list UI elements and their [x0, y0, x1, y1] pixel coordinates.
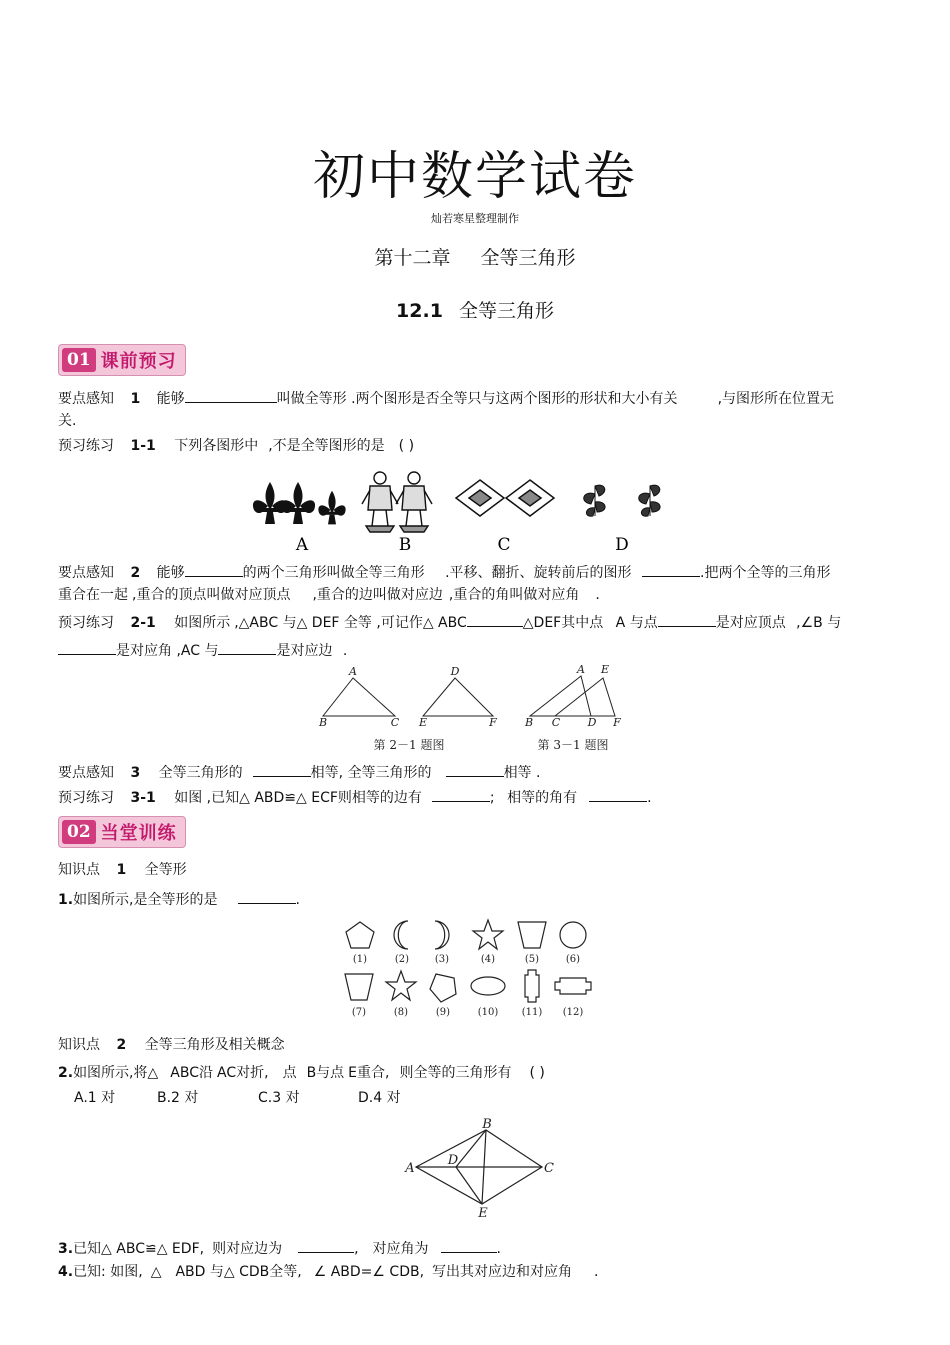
rectangle-notch-icon — [555, 978, 591, 994]
text: ,重合的顶点叫做对应顶点 — [132, 587, 291, 603]
text: ,与图形所在位置无 — [717, 391, 835, 407]
triangle-ecf — [555, 678, 615, 716]
answer-blank[interactable] — [658, 612, 716, 627]
text: ,不是全等图形的是 — [268, 438, 385, 454]
answer-blank[interactable] — [58, 640, 116, 655]
answer-blank[interactable] — [185, 562, 243, 577]
question-1 — [58, 889, 300, 909]
text: △ — [150, 1264, 162, 1280]
answer-blank[interactable] — [642, 562, 700, 577]
figure-caption: 第 2－1 题图 — [373, 738, 445, 752]
question-number: 4. — [58, 1264, 74, 1280]
answer-blank[interactable] — [218, 640, 276, 655]
answer-blank[interactable] — [589, 787, 647, 802]
segment-db — [456, 1130, 486, 1167]
text: 已知: 如图, — [73, 1264, 143, 1280]
answer-paren[interactable]: ( ) — [398, 438, 415, 454]
practice-2-1-cont — [58, 640, 347, 660]
trapezoid-icon — [518, 922, 546, 948]
label: 知识点 — [58, 1037, 100, 1053]
vertex-label: B — [318, 716, 328, 729]
star-icon — [473, 920, 503, 949]
label: 预习练习 — [58, 438, 114, 454]
text: 能够 — [156, 565, 185, 581]
label: 要点感知 — [58, 391, 114, 407]
text: 如图所示 — [174, 615, 231, 631]
section-number: 12.1 — [396, 300, 443, 322]
number: 2 — [116, 1037, 127, 1053]
text: ,重合的角叫做对应角 — [448, 587, 580, 603]
text: . — [342, 643, 348, 659]
shape-label: (8) — [393, 1007, 409, 1018]
option-label: B — [398, 535, 412, 555]
answer-blank[interactable] — [441, 1238, 497, 1253]
answer-blank[interactable] — [238, 889, 296, 904]
answer-blank[interactable] — [253, 762, 311, 777]
text: 如图 ,已知△ ABD≌△ ECF则相等的边有 — [174, 790, 422, 806]
option-c[interactable]: C.3 对 — [258, 1090, 300, 1106]
knowledge-point-2 — [58, 1036, 285, 1054]
figure-caption: 第 3－1 题图 — [537, 738, 609, 752]
shape-label: (5) — [524, 954, 540, 965]
triangle-abd — [530, 676, 591, 716]
banner-number: 02 — [62, 820, 96, 844]
text: 点 — [282, 1065, 297, 1081]
text: 是对应角 — [116, 643, 172, 659]
person-figure-icon — [362, 472, 432, 532]
answer-blank[interactable] — [298, 1238, 354, 1253]
segment-de — [456, 1167, 482, 1204]
triangle-def — [423, 678, 493, 716]
text: A 与点 — [615, 615, 658, 631]
text: E重合, — [348, 1065, 390, 1081]
number: 2 — [130, 565, 141, 581]
text: . — [594, 1264, 599, 1280]
chapter-heading — [0, 246, 950, 270]
banner-preview — [58, 344, 186, 376]
figure-kite — [400, 1118, 560, 1224]
text: AC对折, — [217, 1065, 269, 1081]
text: .平移、翻折、旋转前后的图形 — [445, 565, 632, 581]
fleur-de-lis-icon — [253, 482, 346, 524]
text: ,△ABC 与△ DEF 全等 ,可记作△ ABC — [234, 615, 467, 631]
knowledge-point-1 — [58, 861, 187, 879]
text: .把两个全等的三角形 — [700, 565, 831, 581]
banner-text: 当堂训练 — [100, 823, 177, 844]
page-subtitle: 灿若寒星整理制作 — [431, 212, 519, 225]
option-b[interactable]: B.2 对 — [157, 1090, 199, 1106]
practice-2-1 — [58, 612, 841, 632]
number: 2-1 — [130, 615, 156, 631]
text: 如图所示,是全等形的是 — [73, 892, 218, 908]
star-icon — [386, 971, 416, 1000]
text: . — [647, 790, 652, 806]
pentagon-icon — [346, 922, 374, 948]
question-number: 1. — [58, 892, 74, 908]
pentagon-icon — [430, 974, 456, 1002]
question-2-options — [74, 1089, 401, 1107]
vertex-label: B — [524, 716, 534, 729]
label: 预习练习 — [58, 615, 114, 631]
triangle-abc — [323, 678, 395, 716]
shape-label: (1) — [352, 954, 368, 965]
text: . — [295, 892, 300, 908]
banner-text: 课前预习 — [100, 351, 177, 372]
number: 3 — [130, 765, 141, 781]
section-title: 全等三角形 — [458, 300, 554, 322]
chapter-number: 第十二章 — [374, 247, 451, 269]
shape-label: (4) — [480, 954, 496, 965]
question-2 — [58, 1064, 545, 1082]
banner-classroom — [58, 816, 186, 848]
vertex-label: E — [600, 664, 610, 676]
figure-shapes — [336, 914, 602, 1022]
vertex-label: B — [482, 1118, 492, 1132]
practice-3-1 — [58, 787, 652, 807]
text: 则全等的三角形有 — [399, 1065, 512, 1081]
figure-1-1 — [250, 462, 680, 557]
trapezoid-icon — [345, 974, 373, 1000]
text: 相等, — [310, 765, 344, 781]
text: ; — [489, 790, 495, 806]
vertex-label: A — [405, 1161, 415, 1176]
text: 叫做全等形 — [276, 391, 347, 407]
page-title: 初中数学试卷 — [312, 147, 637, 207]
vertex-label: E — [418, 716, 428, 729]
text: . — [496, 1241, 501, 1257]
text: .两个图形是否全等只与这两个图形的形状和大小有关 — [351, 391, 678, 407]
number: 1-1 — [130, 438, 156, 454]
vertex-label: F — [613, 716, 621, 729]
text: ,∠B 与 — [796, 615, 842, 631]
text: 是对应顶点 — [715, 615, 786, 631]
vertex-label: A — [577, 664, 585, 676]
label: 预习练习 — [58, 790, 114, 806]
answer-blank[interactable] — [185, 388, 277, 403]
vertex-label: D — [450, 665, 460, 678]
text: ,重合的边叫做对应边 — [312, 587, 443, 603]
vertex-label: C — [551, 716, 561, 729]
leaf-icon — [584, 485, 660, 516]
label: 要点感知 — [58, 565, 114, 581]
text: ABC沿 — [170, 1065, 213, 1081]
shape-label: (9) — [435, 1007, 451, 1018]
text: 全等三角形及相关概念 — [144, 1037, 285, 1053]
text: 能够 — [156, 391, 185, 407]
text: 则对应边为 — [212, 1241, 283, 1257]
number: 3-1 — [130, 790, 156, 806]
option-label: C — [497, 535, 511, 555]
text: 相等 . — [503, 765, 541, 781]
key-point-3 — [58, 762, 540, 782]
shape-label: (12) — [562, 1007, 584, 1018]
ellipse-icon — [471, 977, 505, 995]
answer-blank[interactable] — [432, 787, 490, 802]
shape-label: (11) — [521, 1007, 543, 1018]
question-4 — [58, 1263, 598, 1281]
key-point-1-cont: 关. — [58, 413, 77, 429]
number: 1 — [116, 862, 127, 878]
text: 重合在一起 — [58, 587, 128, 603]
shape-label: (10) — [477, 1007, 499, 1018]
option-label: D — [615, 535, 629, 555]
shape-label: (7) — [351, 1007, 367, 1018]
vertex-label: D — [587, 716, 597, 729]
rectangle-notch-icon — [525, 970, 539, 1002]
answer-blank[interactable] — [446, 762, 504, 777]
text: 全等三角形的 — [158, 765, 243, 781]
text: B与点 — [306, 1065, 345, 1081]
circle-icon — [560, 922, 586, 948]
question-number: 2. — [58, 1065, 74, 1081]
text: 如图所示,将△ — [73, 1065, 159, 1081]
text: ABD 与△ CDB全等, — [175, 1264, 302, 1280]
question-3 — [58, 1238, 501, 1258]
text: 全等三角形的 — [347, 765, 432, 781]
vertex-label: C — [544, 1161, 554, 1176]
text: 全等形 — [144, 862, 187, 878]
vertex-label: F — [489, 716, 497, 729]
answer-blank[interactable] — [467, 612, 523, 627]
chapter-title: 全等三角形 — [480, 247, 576, 269]
text: 相等的角有 — [507, 790, 578, 806]
vertex-label: A — [349, 665, 357, 678]
figure-2-1-and-3-1 — [315, 664, 635, 756]
answer-paren[interactable]: ( ) — [529, 1065, 545, 1081]
practice-1-1 — [58, 437, 414, 455]
crescent-icon — [435, 921, 449, 949]
question-number: 3. — [58, 1241, 74, 1257]
key-point-2 — [58, 562, 830, 582]
text: 写出其对应边和对应角 — [432, 1264, 573, 1280]
text: 的两个三角形叫做全等三角形 — [242, 565, 425, 581]
crescent-icon — [394, 921, 408, 949]
section-heading — [0, 299, 950, 323]
text: 是对应边 — [276, 643, 333, 659]
vertex-label: E — [478, 1206, 488, 1221]
vertex-label: C — [390, 716, 400, 729]
text: . — [595, 587, 600, 603]
option-a[interactable]: A.1 对 — [74, 1090, 116, 1106]
shape-label: (6) — [565, 954, 581, 965]
number: 1 — [130, 391, 141, 407]
key-point-1 — [58, 388, 834, 408]
text: , — [354, 1241, 359, 1257]
vertex-label: D — [447, 1153, 459, 1168]
key-point-2-cont — [58, 586, 600, 604]
option-label: A — [295, 535, 309, 555]
text: 已知△ ABC≌△ EDF, — [73, 1241, 205, 1257]
banner-number: 01 — [62, 348, 96, 372]
label: 知识点 — [58, 862, 100, 878]
text: 下列各图形中 — [174, 438, 259, 454]
diamond-icon — [456, 480, 554, 516]
text: 对应角为 — [372, 1241, 429, 1257]
text: △DEF其中点 — [522, 615, 604, 631]
text: ∠ ABD=∠ CDB, — [313, 1264, 425, 1280]
shape-label: (2) — [394, 954, 410, 965]
option-d[interactable]: D.4 对 — [358, 1090, 401, 1106]
label: 要点感知 — [58, 765, 114, 781]
shape-label: (3) — [434, 954, 450, 965]
text: ,AC 与 — [176, 643, 219, 659]
